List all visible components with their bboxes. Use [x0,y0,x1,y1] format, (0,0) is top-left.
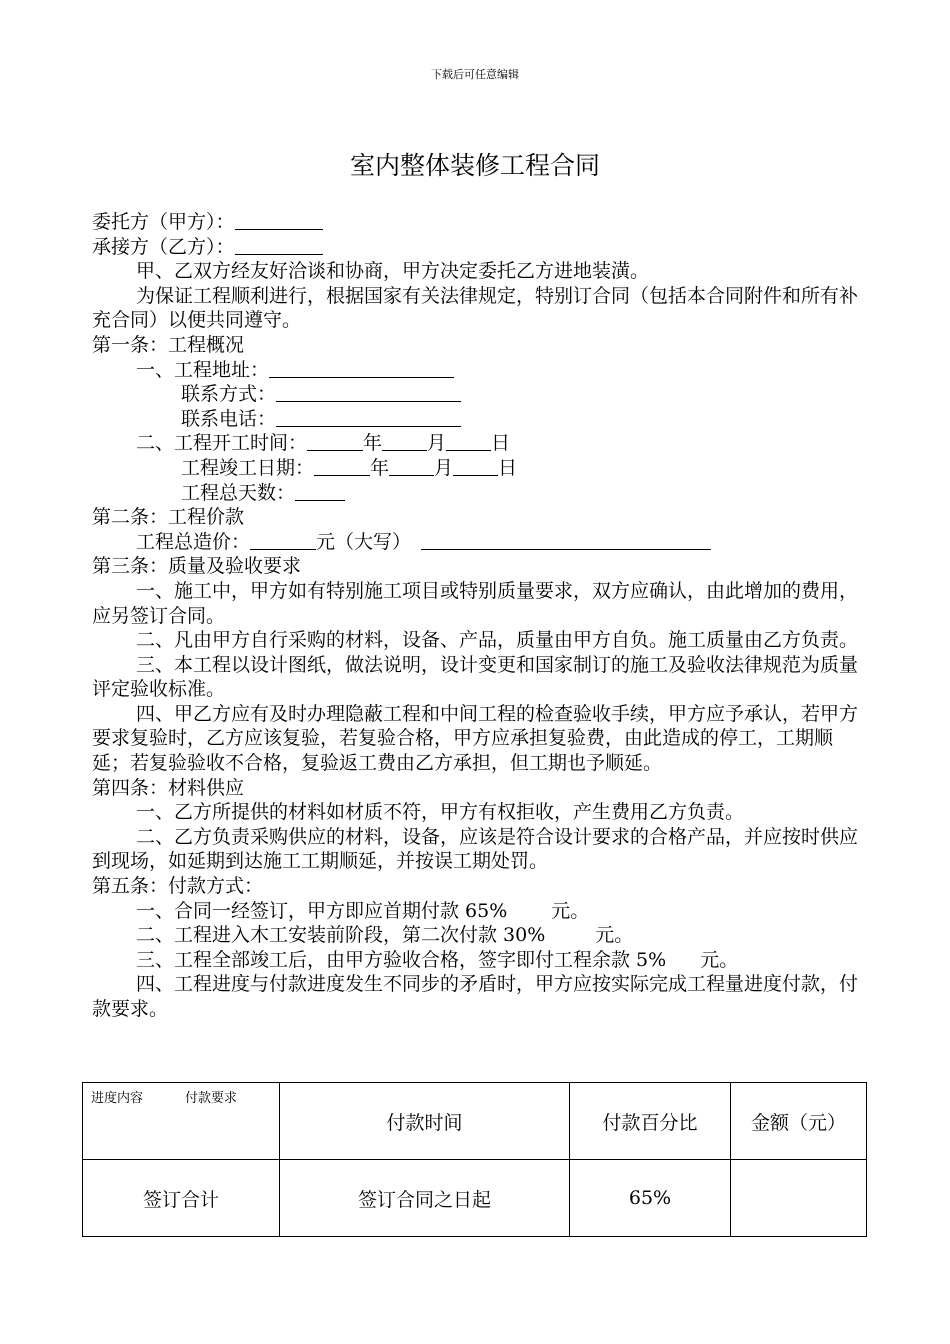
contractor-line: 承接方（乙方）： [92,235,860,260]
intro-p2: 为保证工程顺利进行，根据国家有关法律规定，特别订合同（包括本合同附件和所有补充合同）以便共同遵守。 [92,284,859,332]
start-date-line: 二、工程开工时间： 年 月 日 [136,432,511,455]
table-row [83,1160,867,1237]
diagonal-header-cell [83,1083,280,1160]
art2-title: 第二条：工程价款 [92,506,245,529]
contact-method-blank [276,383,461,402]
cell-progress: 签订合计 [83,1160,280,1237]
diag-left-label: 进度内容 [91,1091,144,1106]
art5-clause-1: 一、合同一经签订，甲方即应首期付款 65% 元。 [136,899,590,922]
address-blank [269,359,454,378]
art3-clause-4: 四、甲乙方应有及时办理隐蔽工程和中间工程的检查验收手续，甲方应予承认，若甲方要求复验时，乙方应该复验，若复验合格，甲方应承担复验费，由此造成的停工，工期顺延；若复验验收不合格，复验返工费由乙方承担，但工期也予顺延。 [92,702,859,775]
cell-pay-percent: 65% [570,1160,731,1237]
diag-right-label: 付款要求 [185,1091,238,1106]
art5-clause-4: 四、工程进度与付款进度发生不同步的矛盾时，甲方应按实际完成工程量进度付款，付款要求。 [92,973,859,1020]
contact-method-line: 联系方式： [92,382,860,407]
project-address-line: 一、工程地址： [92,358,860,383]
art1-title: 第一条：工程概况 [92,333,245,356]
cell-amount [731,1160,867,1237]
contact-phone-blank [276,408,461,427]
contact-phone-line: 联系电话： [92,407,860,432]
client-line: 委托方（甲方）： [92,210,860,235]
finish-date-line: 工程竣工日期： 年 月 日 [181,456,518,479]
total-days-line: 工程总天数： [92,481,860,506]
art3-title: 第三条：质量及验收要求 [92,555,302,578]
document-title: 室内整体装修工程合同 [349,151,600,180]
header-pay-time: 付款时间 [280,1083,570,1160]
header-note: 下载后可任意编辑 [431,68,519,81]
art5-clause-2: 二、工程进入木工安装前阶段，第二次付款 30% 元。 [136,924,634,947]
table-header-row [83,1083,867,1160]
cell-pay-time: 签订合同之日起 [280,1160,570,1237]
art4-title: 第四条：材料供应 [92,776,245,799]
art5-title: 第五条：付款方式： [92,875,264,898]
art3-clause-2: 二、凡由甲方自行采购的材料，设备、产品，质量由甲方自负。施工质量由乙方负责。 [136,629,859,652]
client-blank [235,211,323,230]
header-pay-percent: 付款百分比 [570,1083,731,1160]
art3-clause-3: 三、本工程以设计图纸，做法说明，设计变更和国家制订的施工及验收法律规范为质量评定验收标准。 [92,653,859,701]
art3-clause-1: 一、施工中，甲方如有特别施工项目或特别质量要求，双方应确认，由此增加的费用，应另签订合同。 [92,579,859,627]
total-price-line: 工程总造价： 元（大写） [92,530,860,555]
contract-body [92,210,860,1022]
intro-p1: 甲、乙双方经友好洽谈和协商，甲方决定委托乙方进地装潢。 [136,260,650,283]
header-amount: 金额（元） [731,1083,867,1160]
payment-table [82,1082,867,1237]
art4-clause-2: 二、乙方负责采购供应的材料，设备，应该是符合设计要求的合格产品，并应按时供应到现场，如延期到达施工工期顺延，并按误工期处罚。 [92,825,859,873]
art5-clause-3: 三、工程全部竣工后，由甲方验收合格，签字即付工程余款 5% 元。 [136,948,739,971]
contractor-blank [235,236,323,255]
art4-clause-1: 一、乙方所提供的材料如材质不符，甲方有权拒收，产生费用乙方负责。 [136,801,745,824]
